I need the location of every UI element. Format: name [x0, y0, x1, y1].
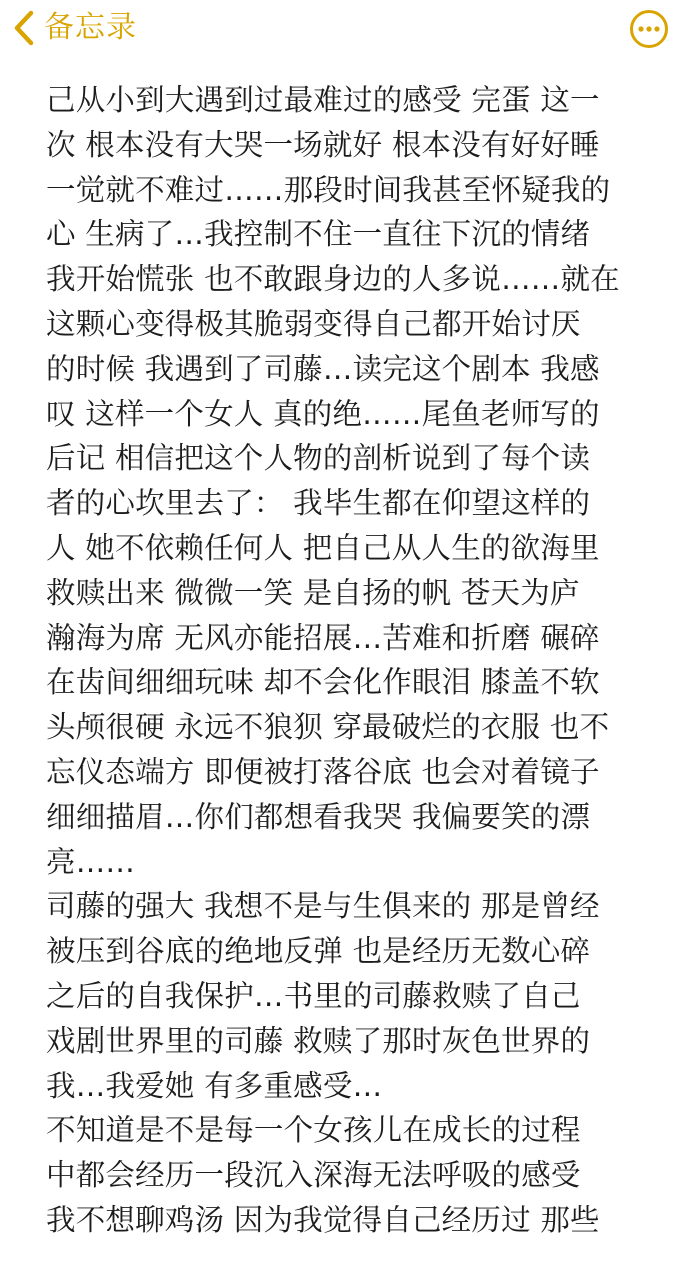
navigation-bar	[0, 0, 695, 60]
back-button[interactable]	[12, 8, 137, 48]
more-circle-icon	[629, 34, 669, 53]
note-line: 一觉就不难过……那段时间我甚至怀疑我的	[46, 172, 611, 207]
note-line: 头颅很硬 永远不狼狈 穿最破烂的衣服 也不	[46, 710, 610, 745]
note-line: 在齿间细细玩味 却不会化作眼泪 膝盖不软	[46, 665, 600, 700]
note-line: 亮……	[46, 844, 136, 879]
back-label: 备忘录	[44, 10, 137, 45]
note-line: 后记 相信把这个人物的剖析说到了每个读	[46, 441, 591, 476]
note-line: 者的心坎里去了： 我毕生都在仰望这样的	[46, 486, 591, 521]
chevron-left-icon	[12, 10, 36, 46]
note-line: 的时候 我遇到了司藤…读完这个剧本 我感	[46, 351, 600, 386]
note-line: 己从小到大遇到过最难过的感受 完蛋 这一	[46, 83, 600, 117]
note-line: 这颗心变得极其脆弱变得自己都开始讨厌	[46, 306, 581, 341]
note-line: 心 生病了…我控制不住一直往下沉的情绪	[46, 217, 591, 252]
note-text-body[interactable]	[46, 78, 656, 1267]
note-line: 瀚海为席 无风亦能招展…苦难和折磨 碾碎	[46, 620, 600, 655]
note-line: 司藤的强大 我想不是与生俱来的 那是曾经	[46, 889, 600, 924]
note-line: 叹 这样一个女人 真的绝……尾鱼老师写的	[46, 396, 600, 431]
more-options-button[interactable]	[629, 9, 669, 49]
note-line: 次 根本没有大哭一场就好 根本没有好好睡	[46, 127, 600, 162]
note-line: 人 她不依赖任何人 把自己从人生的欲海里	[46, 530, 600, 565]
note-line: 救赎出来 微微一笑 是自扬的帆 苍天为庐	[46, 575, 580, 610]
note-line: 被压到谷底的绝地反弹 也是经历无数心碎	[46, 934, 591, 969]
note-line: 我开始慌张 也不敢跟身边的人多说……就在	[46, 262, 620, 297]
note-line: 戏剧世界里的司藤 救赎了那时灰色世界的	[46, 1023, 591, 1058]
note-line: 不知道是不是每一个女孩儿在成长的过程	[46, 1113, 581, 1148]
note-line: 中都会经历一段沉入深海无法呼吸的感受	[46, 1158, 581, 1193]
note-line: 忘仪态端方 即便被打落谷底 也会对着镜子	[46, 754, 600, 789]
note-line: 我…我爱她 有多重感受…	[46, 1068, 383, 1103]
note-line: 细细描眉…你们都想看我哭 我偏要笑的漂	[46, 799, 591, 834]
note-line: 我不想聊鸡汤 因为我觉得自己经历过 那些	[46, 1202, 600, 1237]
note-line: 之后的自我保护…书里的司藤救赎了自己	[46, 978, 581, 1013]
